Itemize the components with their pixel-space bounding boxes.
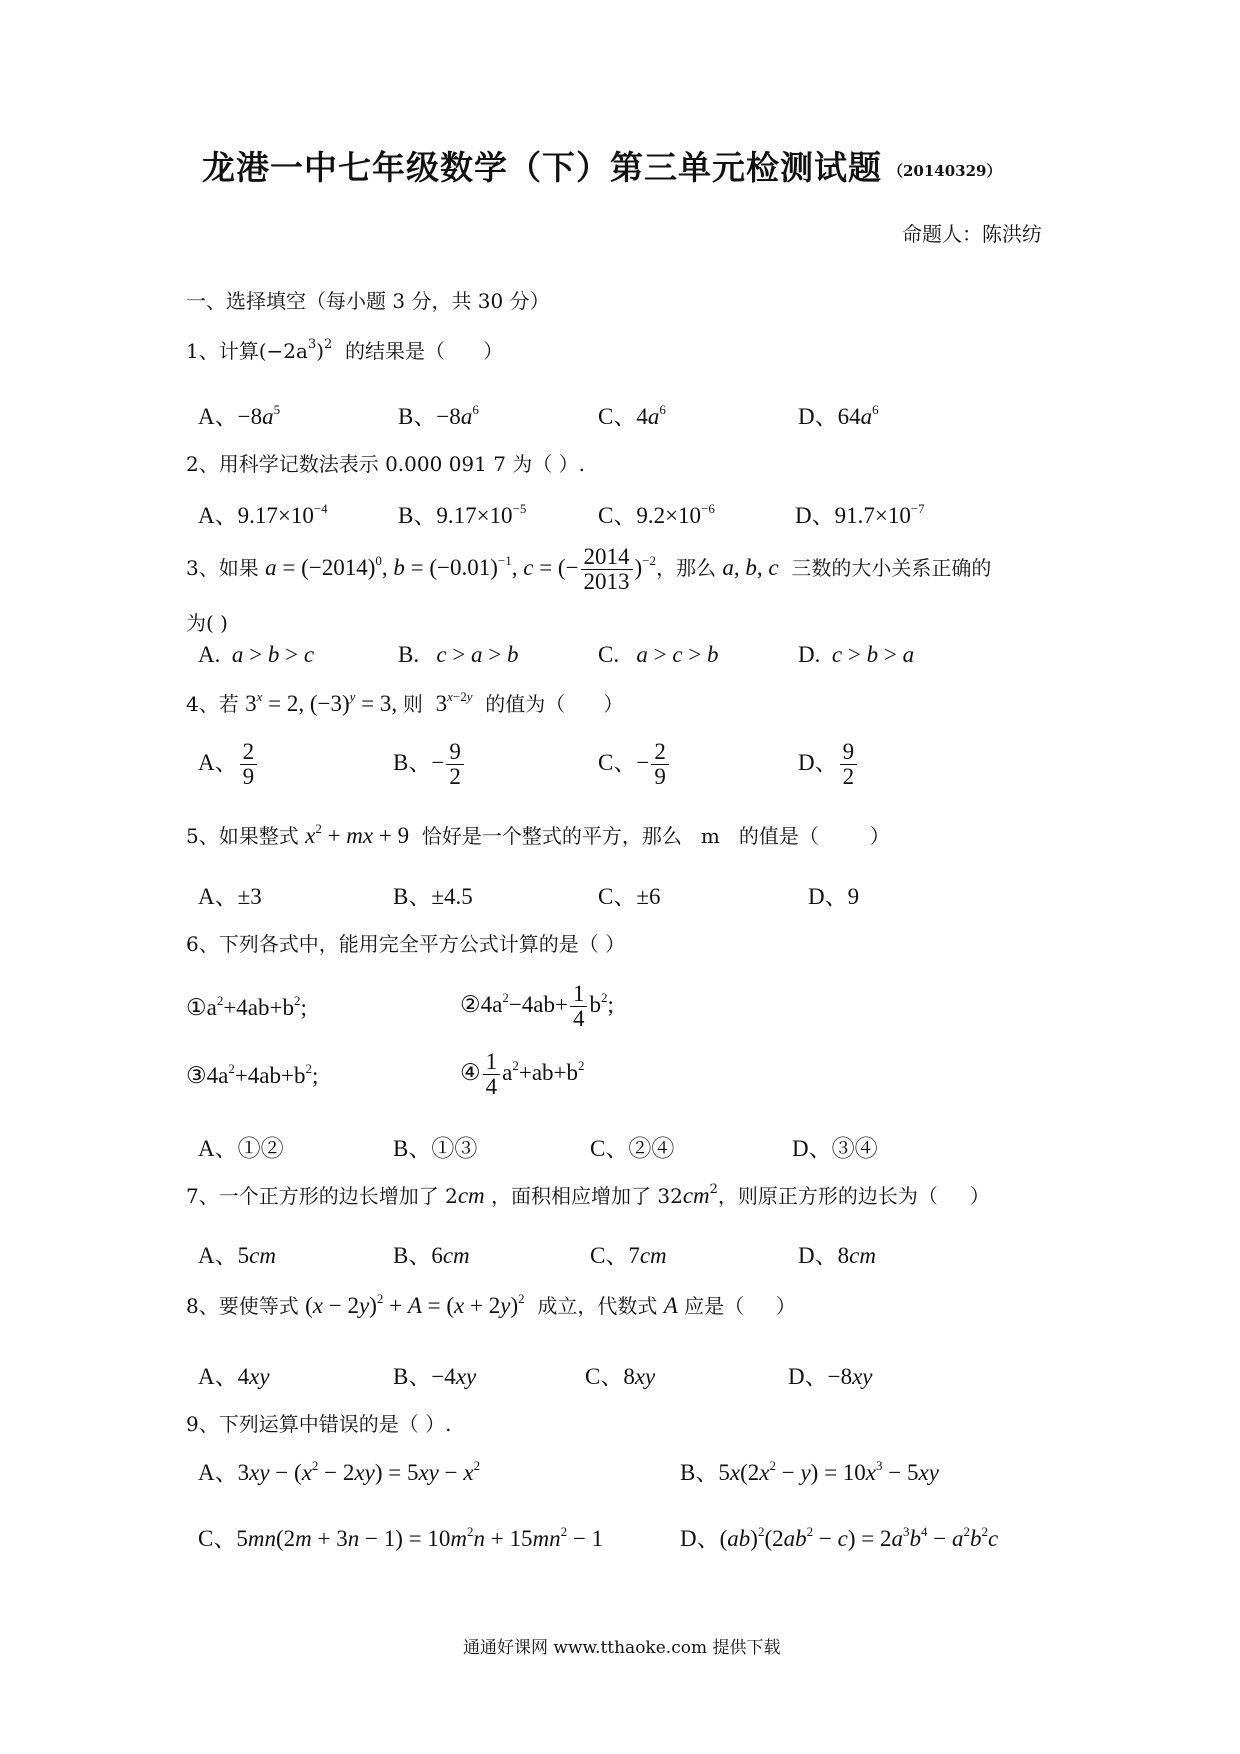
- q1-option-c: C、$4a^6$: [598, 402, 666, 429]
- question-8: 8、要使等式 $(x - 2y)^2 + A = (x + 2y)^2$ 成立，代数式 A 应是（ ）: [186, 1291, 796, 1318]
- question-1-prompt: 1、计算$(-2a^3)^2$ 的结果是（ ）: [186, 337, 504, 363]
- question-4: 4、若 $3^x = 2$, $(-3)^y = 3$, 则 $3^{x-2y}$ 的值为（ ）: [186, 689, 624, 716]
- q9-option-a: A、$3xy - (x^2 - 2xy) = 5xy - x^2$: [198, 1458, 481, 1485]
- q4-option-a: A、 $\frac{2}{9}$: [198, 740, 259, 789]
- q8-option-b: B、−4xy: [393, 1364, 477, 1389]
- section-heading: 一、选择填空（每小题 3 分，共 30 分）: [186, 289, 550, 313]
- q6-item-4: ④ $\frac{1}{4}$ $a^2+ab+b^2$: [460, 1049, 585, 1100]
- q6-option-d: D、③④: [792, 1136, 878, 1161]
- q1-option-b: B、$-8a^6$: [398, 402, 479, 429]
- q1-option-d: D、$64a^6$: [798, 402, 879, 429]
- q7-option-b: B、6cm: [393, 1243, 470, 1268]
- question-7: 7、一个正方形的边长增加了 2cm ，面积相应增加了 $32cm^2$，则原正方形的边长为（ ）: [186, 1182, 990, 1208]
- q8-option-a: A、4xy: [198, 1364, 270, 1389]
- q5-option-a: A、±3: [198, 884, 262, 909]
- q7-option-c: C、7cm: [590, 1243, 667, 1268]
- question-3-cont: 为( ): [186, 611, 228, 635]
- question-2: 2、用科学记数法表示 0.000 091 7 为（ ）.: [186, 452, 586, 476]
- q6-option-a: A、①②: [198, 1136, 284, 1161]
- q2-option-b: B、$9.17\times 10^{-5}$: [398, 501, 527, 528]
- q8-option-d: D、−8xy: [788, 1364, 873, 1389]
- q4-option-b: B、− $\frac{9}{2}$: [393, 740, 466, 789]
- author-line: 命题人：陈洪纺: [902, 222, 1042, 246]
- question-6: 6、下列各式中，能用完全平方公式计算的是（ ）: [186, 932, 626, 956]
- q2-option-d: D、$91.7\times 10^{-7}$: [795, 501, 925, 528]
- q3-option-a: A. a > b > c: [198, 642, 315, 667]
- q5-option-c: C、±6: [598, 884, 661, 909]
- q3-option-b: B. c > a > b: [398, 642, 519, 667]
- question-1: [186, 335, 503, 364]
- question-9: 9、下列运算中错误的是（ ）.: [186, 1412, 452, 1436]
- q5-option-b: B、±4.5: [393, 884, 473, 909]
- title-date: （20140329）: [888, 162, 1002, 180]
- page-title: 龙港一中七年级数学（下）第三单元检测试题: [202, 148, 882, 187]
- q3-option-d: D. c > b > a: [798, 642, 915, 667]
- question-5: 5、如果整式 $x^2$ + mx + 9 恰好是一个整式的平方，那么 m 的值是（ ）: [186, 821, 890, 848]
- q8-option-c: C、8xy: [585, 1364, 656, 1389]
- q5-option-d: D、9: [808, 884, 860, 909]
- q9-option-b: B、$5x(2x^2 - y) = 10x^3 - 5xy$: [680, 1458, 939, 1485]
- q3-option-c: C. a > c > b: [598, 642, 719, 667]
- q6-item-1: $①a^2+4ab+b^2$;: [186, 993, 307, 1020]
- q4-option-d: D、 $\frac{9}{2}$: [798, 740, 859, 789]
- q7-option-a: A、5cm: [198, 1243, 276, 1268]
- q9-option-c: C、$5mn(2m + 3n - 1) = 10m^2n + 15mn^2 - 1$: [198, 1524, 604, 1551]
- q6-option-b: B、①③: [393, 1136, 478, 1161]
- q6-item-3: $③4a^2+4ab+b^2$;: [186, 1061, 319, 1088]
- q6-option-c: C、②④: [590, 1136, 675, 1161]
- q6-item-2: $②4a^2-4ab+$ $\frac{1}{4}$ $b^2$;: [460, 981, 614, 1032]
- q7-option-d: D、8cm: [798, 1243, 876, 1268]
- q2-option-a: A、$9.17\times 10^{-4}$: [198, 501, 328, 528]
- footer-text: 通通好课网 www.tthaoke.com 提供下载: [463, 1638, 781, 1658]
- q4-option-c: C、− $\frac{2}{9}$: [598, 740, 671, 789]
- q2-option-c: C、$9.2\times 10^{-6}$: [598, 501, 715, 528]
- q9-option-d: D、$(ab)^2(2ab^2 - c) = 2a^3b^4 - a^2b^2c$: [680, 1524, 999, 1551]
- question-3: 3、如果 $a = (-2014)^0$, $b = (-0.01)^{-1}$, c = (− $\frac{2014}{2013}$ )$^{-2}$，那么 a, b, c 三数的大小关系正确的: [186, 544, 992, 595]
- q1-option-a: A、$-8a^5$: [198, 402, 281, 429]
